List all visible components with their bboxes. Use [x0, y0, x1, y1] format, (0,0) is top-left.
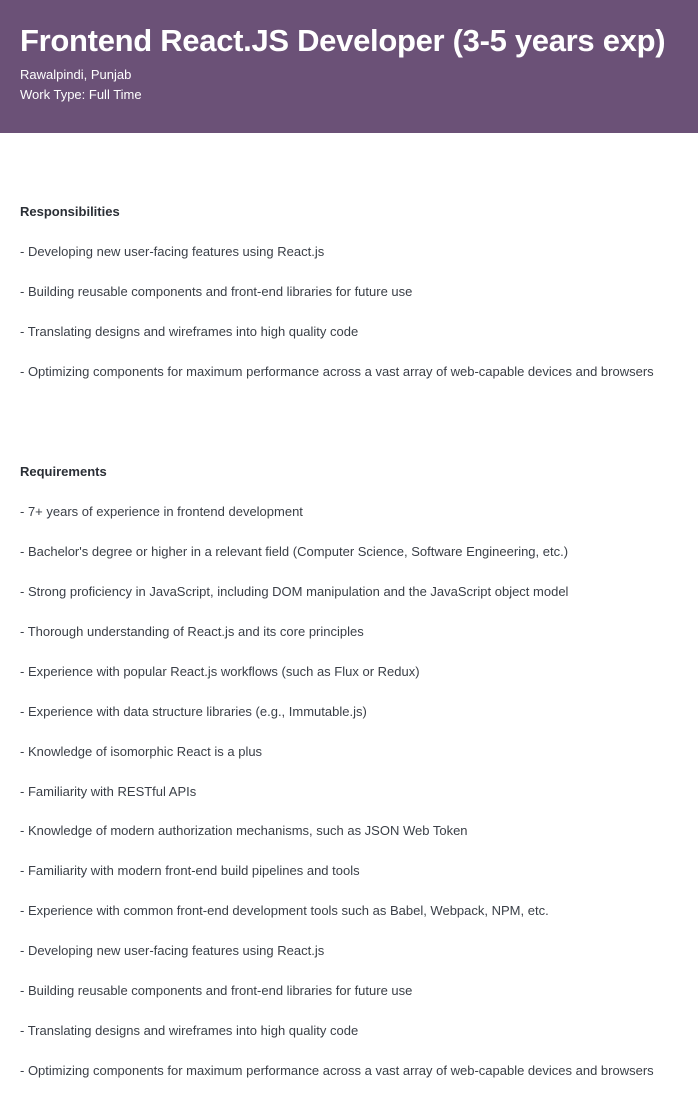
- job-location: Rawalpindi, Punjab: [20, 67, 132, 82]
- list-item: - Translating designs and wireframes into high quality code: [20, 1023, 359, 1039]
- responsibilities-section: [20, 203, 678, 381]
- requirements-section: [20, 463, 678, 1080]
- list-item: - Strong proficiency in JavaScript, including DOM manipulation and the JavaScript object model: [20, 583, 569, 599]
- list-item: - Experience with data structure libraries (e.g., Immutable.js): [20, 703, 367, 719]
- list-item: - Thorough understanding of React.js and its core principles: [20, 623, 364, 639]
- list-item: - Developing new user-facing features using React.js: [20, 943, 325, 959]
- requirements-heading: Requirements: [20, 464, 107, 479]
- job-header: [0, 0, 698, 133]
- list-item: - Familiarity with RESTful APIs: [20, 783, 197, 799]
- list-item: - Experience with popular React.js workflows (such as Flux or Redux): [20, 663, 420, 679]
- list-item: - Translating designs and wireframes into high quality code: [20, 324, 359, 339]
- job-work-type: Work Type: Full Time: [20, 87, 142, 102]
- list-item: - Knowledge of isomorphic React is a plus: [20, 743, 263, 759]
- responsibilities-list: [20, 243, 678, 381]
- list-item: - Bachelor's degree or higher in a relevant field (Computer Science, Software Engineering, etc.): [20, 543, 569, 559]
- section-spacer: [20, 381, 678, 463]
- responsibilities-heading: Responsibilities: [20, 204, 120, 219]
- list-item: - Knowledge of modern authorization mechanisms, such as JSON Web Token: [20, 823, 468, 839]
- job-description: [0, 133, 698, 1080]
- list-item: - Optimizing components for maximum performance across a vast array of web-capable devices and browsers: [20, 364, 654, 379]
- list-item: - Optimizing components for maximum performance across a vast array of web-capable devices and browsers: [20, 1063, 654, 1079]
- job-title: Frontend React.JS Developer (3-5 years exp): [20, 23, 666, 58]
- list-item: - Experience with common front-end development tools such as Babel, Webpack, NPM, etc.: [20, 903, 549, 919]
- list-item: - Building reusable components and front-end libraries for future use: [20, 983, 413, 999]
- list-item: - 7+ years of experience in frontend development: [20, 503, 303, 519]
- requirements-list: [20, 503, 678, 1080]
- list-item: - Building reusable components and front-end libraries for future use: [20, 284, 413, 299]
- list-item: - Developing new user-facing features using React.js: [20, 244, 325, 259]
- list-item: - Familiarity with modern front-end build pipelines and tools: [20, 863, 360, 879]
